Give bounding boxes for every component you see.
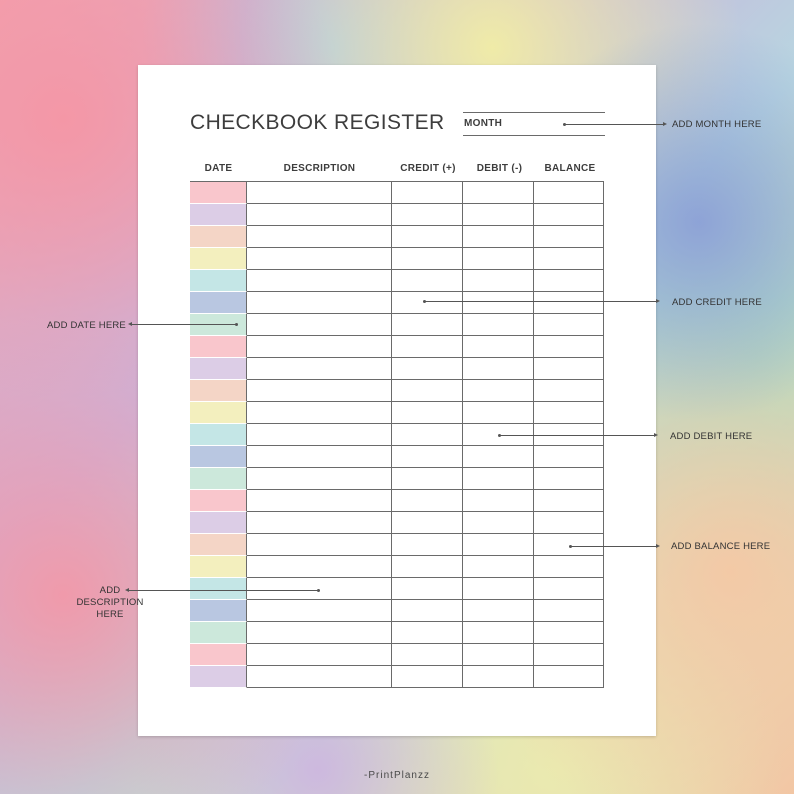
table-row: [190, 556, 604, 578]
date-cell: [190, 556, 247, 578]
balance-cell: [534, 600, 604, 622]
debit-cell: [463, 644, 534, 666]
table-row: [190, 380, 604, 402]
date-cell: [190, 644, 247, 666]
callout-balance: ADD BALANCE HERE: [671, 541, 771, 552]
date-cell: [190, 292, 247, 314]
balance-cell: [534, 358, 604, 380]
column-header-description: DESCRIPTION: [283, 163, 356, 174]
credit-cell: [392, 314, 464, 336]
balance-cell: [534, 512, 604, 534]
balance-cell: [534, 248, 604, 270]
table-row: [190, 182, 604, 204]
balance-cell: [534, 292, 604, 314]
credit-cell: [392, 204, 464, 226]
desc-cell: [247, 402, 392, 424]
date-cell: [190, 336, 247, 358]
arrow-right-icon: [656, 299, 660, 303]
credit-cell: [392, 358, 464, 380]
arrow-right-icon: [656, 544, 660, 548]
arrow-right-icon: [663, 122, 667, 126]
desc-cell: [247, 600, 392, 622]
date-cell: [190, 402, 247, 424]
table-row: [190, 204, 604, 226]
table-row: [190, 666, 604, 688]
debit-cell: [463, 380, 534, 402]
balance-cell: [534, 336, 604, 358]
desc-cell: [247, 314, 392, 336]
debit-cell: [463, 226, 534, 248]
balance-cell: [534, 314, 604, 336]
date-cell: [190, 248, 247, 270]
balance-cell: [534, 644, 604, 666]
table-row: [190, 490, 604, 512]
callout-date: ADD DATE HERE: [47, 320, 126, 331]
desc-cell: [247, 622, 392, 644]
date-cell: [190, 226, 247, 248]
desc-cell: [247, 446, 392, 468]
desc-cell: [247, 380, 392, 402]
date-cell: [190, 314, 247, 336]
credit-cell: [392, 600, 464, 622]
debit-cell: [463, 666, 534, 688]
desc-cell: [247, 556, 392, 578]
desc-cell: [247, 468, 392, 490]
credit-cell: [392, 292, 464, 314]
credit-cell: [392, 622, 464, 644]
desc-cell: [247, 534, 392, 556]
debit-cell: [463, 314, 534, 336]
column-header-credit: CREDIT (+): [400, 163, 456, 174]
credit-cell: [392, 556, 464, 578]
table-row: [190, 248, 604, 270]
table-row: [190, 292, 604, 314]
table-row: [190, 512, 604, 534]
credit-cell: [392, 270, 464, 292]
credit-cell: [392, 534, 464, 556]
desc-cell: [247, 182, 392, 204]
credit-cell: [392, 380, 464, 402]
credit-cell: [392, 666, 464, 688]
balance-cell: [534, 622, 604, 644]
debit-cell: [463, 534, 534, 556]
desc-cell: [247, 644, 392, 666]
desc-cell: [247, 226, 392, 248]
balance-cell: [534, 490, 604, 512]
debit-cell: [463, 578, 534, 600]
debit-cell: [463, 622, 534, 644]
callout-description: ADD DESCRIPTION HERE: [76, 585, 144, 620]
debit-cell: [463, 556, 534, 578]
balance-cell: [534, 270, 604, 292]
debit-cell: [463, 336, 534, 358]
table-row: [190, 446, 604, 468]
credit-cell: [392, 490, 464, 512]
month-label: MONTH: [464, 118, 503, 129]
date-cell: [190, 578, 247, 600]
date-cell: [190, 490, 247, 512]
balance-cell: [534, 578, 604, 600]
desc-cell: [247, 336, 392, 358]
date-cell: [190, 270, 247, 292]
debit-cell: [463, 468, 534, 490]
column-header-date: DATE: [204, 163, 233, 174]
credit-cell: [392, 578, 464, 600]
desc-cell: [247, 666, 392, 688]
month-bottom-rule: [463, 135, 605, 136]
table-row: [190, 270, 604, 292]
credit-cell: [392, 644, 464, 666]
date-cell: [190, 424, 247, 446]
callout-month: ADD MONTH HERE: [672, 119, 762, 130]
credit-cell: [392, 424, 464, 446]
debit-cell: [463, 292, 534, 314]
page-title: CHECKBOOK REGISTER: [190, 111, 445, 134]
date-cell: [190, 622, 247, 644]
date-cell: [190, 534, 247, 556]
balance-cell: [534, 226, 604, 248]
desc-cell: [247, 292, 392, 314]
balance-cell: [534, 380, 604, 402]
callout-credit: ADD CREDIT HERE: [672, 297, 762, 308]
debit-cell: [463, 270, 534, 292]
desc-cell: [247, 424, 392, 446]
date-cell: [190, 358, 247, 380]
desc-cell: [247, 490, 392, 512]
debit-cell: [463, 204, 534, 226]
debit-cell: [463, 600, 534, 622]
table-row: [190, 314, 604, 336]
date-cell: [190, 204, 247, 226]
balance-cell: [534, 556, 604, 578]
balance-cell: [534, 468, 604, 490]
table-row: [190, 622, 604, 644]
month-top-rule: [463, 112, 605, 113]
arrow-right-icon: [654, 433, 658, 437]
date-cell: [190, 512, 247, 534]
date-cell: [190, 468, 247, 490]
debit-cell: [463, 402, 534, 424]
date-cell: [190, 446, 247, 468]
desc-cell: [247, 270, 392, 292]
credit-cell: [392, 446, 464, 468]
credit-pointer-line: [425, 301, 657, 302]
balance-cell: [534, 402, 604, 424]
desc-cell: [247, 248, 392, 270]
debit-cell: [463, 490, 534, 512]
debit-cell: [463, 182, 534, 204]
credit-cell: [392, 248, 464, 270]
table-row: [190, 336, 604, 358]
table-row: [190, 468, 604, 490]
table-row: [190, 402, 604, 424]
table-row: [190, 644, 604, 666]
table-row: [190, 578, 604, 600]
register-page: [138, 65, 656, 736]
balance-cell: [534, 446, 604, 468]
credit-cell: [392, 226, 464, 248]
table-row: [190, 534, 604, 556]
brand-signature: -PrintPlanzz: [364, 770, 430, 781]
date-pointer-dot: [235, 323, 238, 326]
description-pointer-line: [128, 590, 318, 591]
callout-debit: ADD DEBIT HERE: [670, 431, 753, 442]
date-pointer-line: [131, 324, 236, 325]
balance-cell: [534, 182, 604, 204]
credit-cell: [392, 336, 464, 358]
date-cell: [190, 600, 247, 622]
balance-cell: [534, 204, 604, 226]
debit-cell: [463, 358, 534, 380]
date-cell: [190, 666, 247, 688]
debit-cell: [463, 512, 534, 534]
date-cell: [190, 380, 247, 402]
date-cell: [190, 182, 247, 204]
balance-cell: [534, 666, 604, 688]
month-pointer-line: [565, 124, 664, 125]
debit-cell: [463, 248, 534, 270]
credit-cell: [392, 402, 464, 424]
table-row: [190, 600, 604, 622]
description-pointer-dot: [317, 589, 320, 592]
credit-cell: [392, 468, 464, 490]
desc-cell: [247, 512, 392, 534]
debit-pointer-line: [500, 435, 655, 436]
table-row: [190, 226, 604, 248]
column-header-debit: DEBIT (-): [476, 163, 523, 174]
credit-cell: [392, 182, 464, 204]
debit-cell: [463, 446, 534, 468]
desc-cell: [247, 204, 392, 226]
desc-cell: [247, 358, 392, 380]
table-row: [190, 358, 604, 380]
credit-cell: [392, 512, 464, 534]
column-header-balance: BALANCE: [544, 163, 596, 174]
balance-pointer-line: [571, 546, 657, 547]
